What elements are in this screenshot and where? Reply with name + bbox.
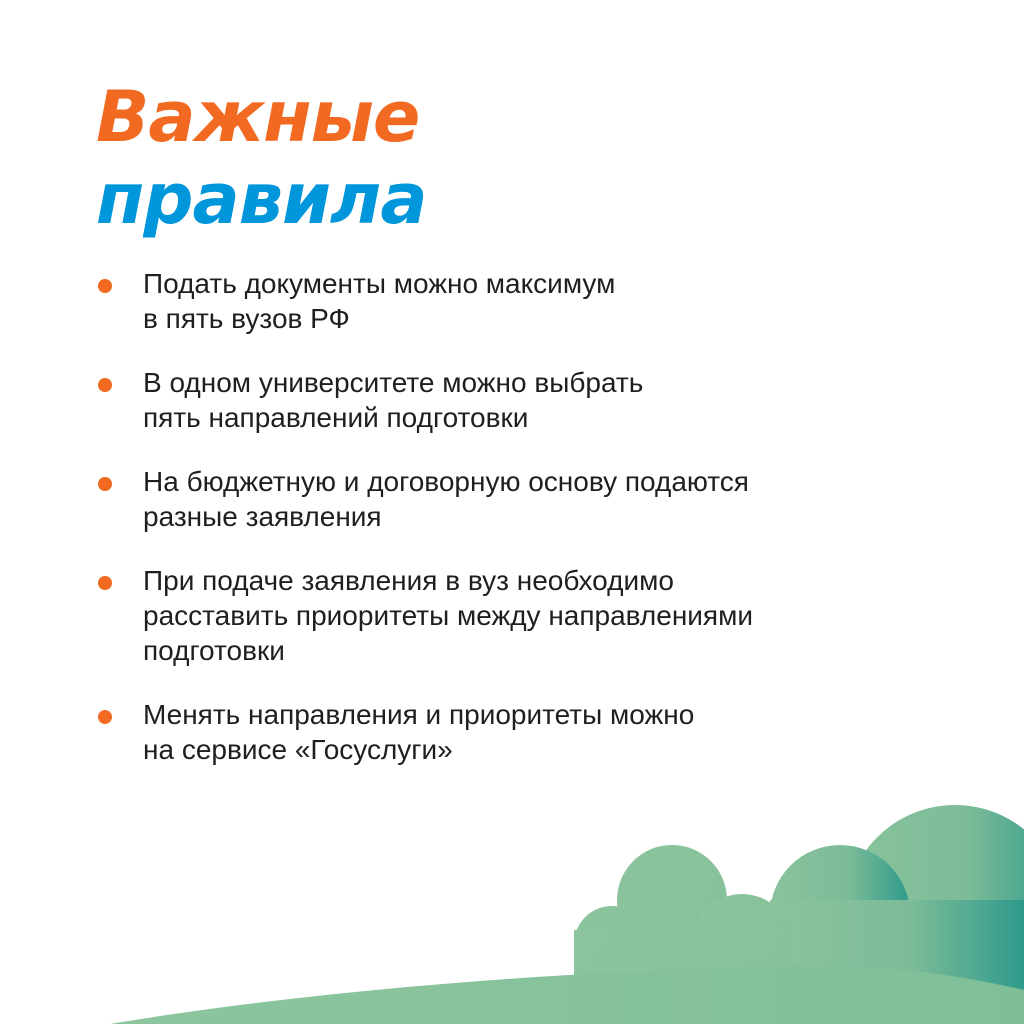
list-item [98, 464, 918, 534]
rule-text-line: В одном университете можно выбрать [143, 367, 644, 398]
hill-shape [110, 966, 1024, 1024]
list-item [98, 266, 918, 336]
rule-text-line: подготовки [143, 635, 285, 666]
rule-text-line: Менять направления и приоритеты можно [143, 699, 695, 730]
rule-text-line: разные заявления [143, 501, 382, 532]
rule-text-line: в пять вузов РФ [143, 303, 350, 334]
bullet-dot-icon [98, 378, 112, 392]
title-line-2: правила [96, 158, 427, 240]
title-line-1: Важные [96, 76, 420, 158]
list-item [98, 365, 918, 435]
bullet-dot-icon [98, 279, 112, 293]
rule-text-line: пять направлений подготовки [143, 402, 529, 433]
rule-text-line: При подаче заявления в вуз необходимо [143, 565, 674, 596]
bullet-dot-icon [98, 477, 112, 491]
list-item [98, 697, 918, 767]
rule-text-line: на сервисе «Госуслуги» [143, 734, 453, 765]
list-item [98, 563, 918, 668]
rule-text-line: расставить приоритеты между направлениями [143, 600, 753, 631]
rule-text-line: На бюджетную и договорную основу подаются [143, 466, 749, 497]
page-title [96, 76, 427, 240]
bullet-dot-icon [98, 576, 112, 590]
bullet-dot-icon [98, 710, 112, 724]
rule-text-line: Подать документы можно максимум [143, 268, 616, 299]
rules-list [98, 266, 918, 796]
